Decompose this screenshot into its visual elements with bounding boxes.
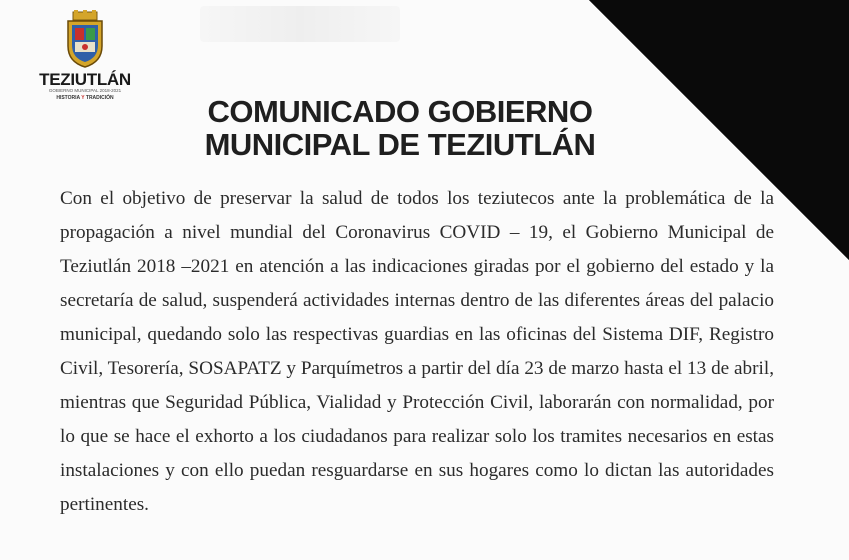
logo-motto-a: HISTORIA (56, 95, 80, 101)
logo-motto-b: TRADICIÓN (85, 95, 114, 101)
page-title (150, 95, 650, 161)
title-line-1: COMUNICADO GOBIERNO (207, 94, 593, 129)
watermark (200, 6, 400, 42)
logo-name: TEZIUTLÁN (39, 70, 131, 89)
logo-motto-sep: Y (79, 95, 86, 101)
logo-motto (30, 94, 140, 102)
municipal-crest-icon (64, 10, 106, 68)
logo-subtitle: GOBIERNO MUNICIPAL 2018-2021 (48, 88, 122, 93)
municipal-logo (30, 10, 140, 102)
body-paragraph-1: Con el objetivo de preservar la salud de todos los teziutecos ante la problemática de la propagación a nivel mundial del Coronavirus COVID – 19, el Gobierno Municipal de Teziutlán 2018 –2021 en atención a las indicaciones giradas por el gobierno del estado y la secretaría de salud, suspenderá actividades internas dentro de las diferentes áreas del palacio municipal, quedando solo las respectivas guardias en las oficinas del Sistema DIF, Registro Civil, Tesorería, SOSAPATZ y Parquímetros a partir del día 23 de marzo hasta el 13 de abril, mientras que Seguridad Pública, Vialidad y Protección Civil, laborarán con normalidad, por lo que se hace el exhorto a los ciudadanos para realizar solo los tramites necesarios en estas instalaciones y con ello puedan resguardarse en sus hogares como lo dictan las autoridades pertinentes. (60, 188, 774, 515)
title-line-2: MUNICIPAL DE TEZIUTLÁN (204, 127, 596, 162)
